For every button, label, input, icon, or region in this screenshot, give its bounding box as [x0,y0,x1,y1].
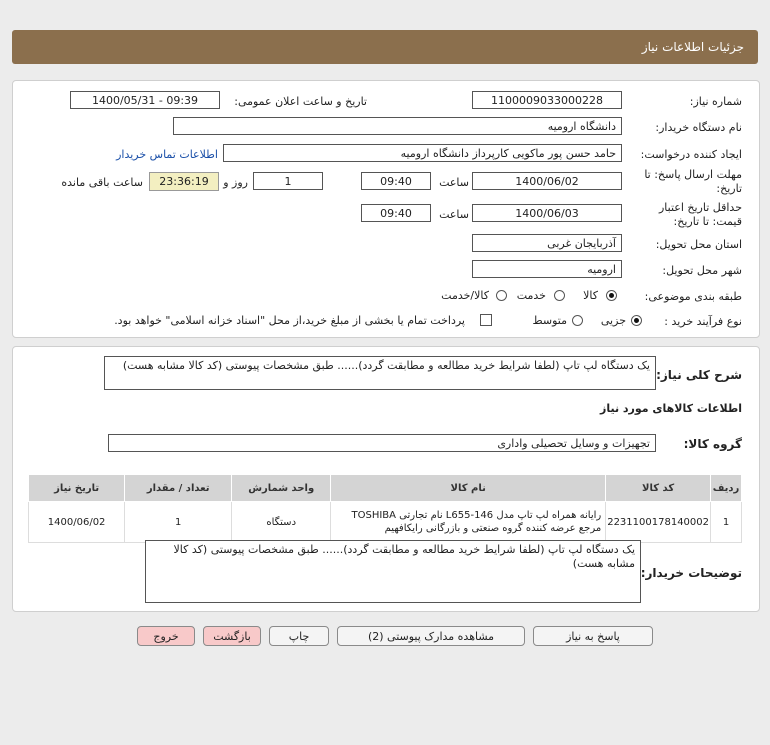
city-field: ارومیه [472,260,622,278]
summary-text: یک دستگاه لپ تاپ (لطفا شرایط خرید مطالعه و مطابقت گردد)...... طبق مشخصات پیوستی (کد کالا مشابه هست) [104,356,656,390]
goods-group-label: گروه کالا: [683,437,742,451]
goods-section-title: اطلاعات کالاهای مورد نیاز [600,402,742,415]
buyer-org-label: نام دستگاه خریدار: [655,121,742,134]
attachments-button[interactable]: مشاهده مدارک پیوستی (2) [337,626,525,646]
deadline-label-date: تاریخ: [716,182,742,195]
city-label: شهر محل تحویل: [662,264,742,277]
page-header [12,30,758,64]
deadline-label: مهلت ارسال پاسخ: تا [644,168,742,181]
treasury-checkbox[interactable] [480,314,492,326]
buyer-notes-label: توضیحات خریدار: [640,566,742,580]
validity-time-field: 09:40 [361,204,431,222]
col-code: کد کالا [606,475,711,502]
category-option-service: خدمت [516,289,546,302]
cell-row: 1 [711,502,742,543]
need-number-field: 1100009033000228 [472,91,622,109]
print-button[interactable]: چاپ [269,626,329,646]
days-label: روز و [223,176,248,189]
validity-time-label: ساعت [439,208,469,221]
goods-table-header [29,475,742,502]
validity-label: حداقل تاریخ اعتبار [658,201,742,214]
buyer-contact-link[interactable]: اطلاعات تماس خریدار [116,148,218,161]
validity-label-date: قیمت: تا تاریخ: [673,215,742,228]
col-name: نام کالا [331,475,606,502]
buyer-notes-text: یک دستگاه لپ تاپ (لطفا شرایط خرید مطالعه و مطابقت گردد)...... طبق مشخصات پیوستی (کد کالا مشابه هست) [145,540,641,603]
process-option-minor: جزیی [600,314,626,327]
summary-label: شرح کلی نیاز: [656,368,742,382]
province-field: آذربایجان غربی [472,234,622,252]
days-field: 1 [253,172,323,190]
col-qty: تعداد / مقدار [125,475,232,502]
cell-name: رایانه همراه لپ تاپ مدل L655-146 نام تجارتی TOSHIBA مرجع عرضه کننده گروه صنعتی و بازرگانی رایکافهیم [331,502,606,543]
process-option-medium: متوسط [532,314,567,327]
remaining-label: ساعت باقی مانده [61,176,143,189]
announce-field: 1400/05/31 - 09:39 [70,91,220,109]
buyer-org-field: دانشگاه ارومیه [173,117,622,135]
category-radio-service[interactable] [554,290,565,301]
province-label: استان محل تحویل: [655,238,742,251]
col-row: ردیف [711,475,742,502]
cell-code: 2231100178140002 [606,502,711,543]
treasury-note: پرداخت تمام یا بخشی از مبلغ خرید،از محل "اسناد خزانه اسلامی" خواهد بود. [114,314,465,327]
process-radio-minor[interactable] [631,315,642,326]
goods-group-field: تجهیزات و وسایل تحصیلی واداری [108,434,656,452]
need-number-label: شماره نیاز: [689,95,742,108]
process-label: نوع فرآیند خرید : [664,315,742,328]
category-radio-goods[interactable] [606,290,617,301]
table-row [29,502,742,543]
category-option-goods: کالا [583,289,598,302]
requester-label: ایجاد کننده درخواست: [640,148,742,161]
page-title: جزئیات اطلاعات نیاز [641,40,744,54]
deadline-date-field: 1400/06/02 [472,172,622,190]
requester-field: حامد حسن پور ماکویی کارپرداز دانشگاه ارومیه [223,144,622,162]
validity-date-field: 1400/06/03 [472,204,622,222]
col-unit: واحد شمارش [232,475,331,502]
category-option-goods-service: کالا/خدمت [441,289,489,302]
cell-unit: دستگاه [232,502,331,543]
reply-button[interactable]: پاسخ به نیاز [533,626,653,646]
exit-button[interactable]: خروج [137,626,195,646]
cell-date: 1400/06/02 [29,502,125,543]
announce-label: تاریخ و ساعت اعلان عمومی: [234,95,367,108]
cell-qty: 1 [125,502,232,543]
back-button[interactable]: بازگشت [203,626,261,646]
deadline-time-label: ساعت [439,176,469,189]
process-radio-medium[interactable] [572,315,583,326]
remaining-time: 23:36:19 [149,172,219,191]
col-date: تاریخ نیاز [29,475,125,502]
category-label: طبقه بندی موضوعی: [644,290,742,303]
goods-table [28,474,742,543]
deadline-time-field: 09:40 [361,172,431,190]
category-radio-goods-service[interactable] [496,290,507,301]
